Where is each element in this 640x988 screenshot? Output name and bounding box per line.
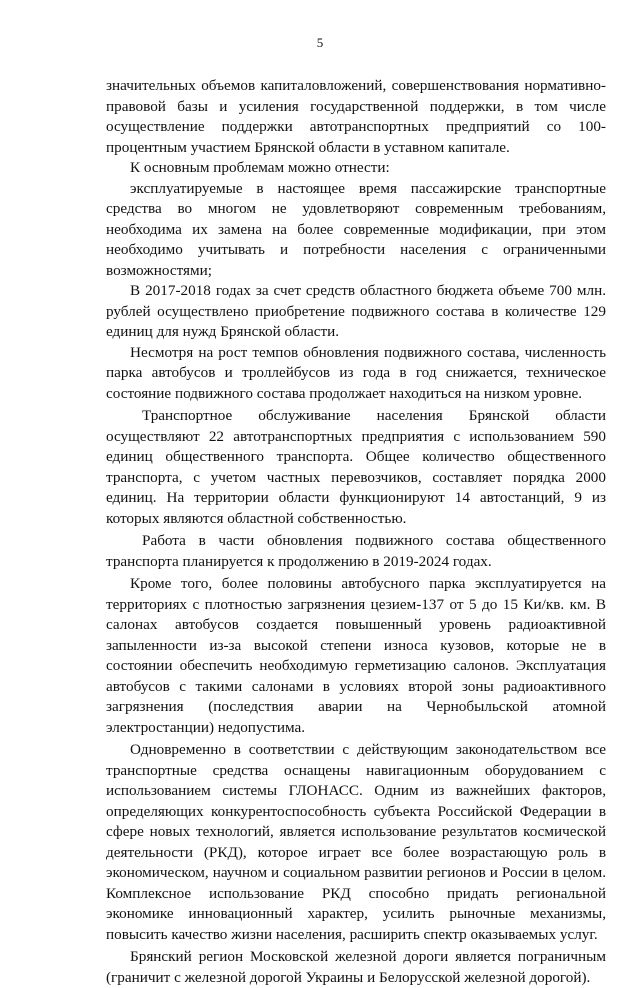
paragraph: Несмотря на рост темпов обновления подвижного состава, численность парка автобусов и троллейбусов из года в год снижается, техническое состояние подвижного состава продолжает находиться на низком уровне. xyxy=(106,343,606,402)
paragraph: К основным проблемам можно отнести: xyxy=(130,159,390,176)
paragraph: Кроме того, более половины автобусного парка эксплуатируется на территориях с плотностью загрязнения цезием-137 от 5 до 15 Ки/кв. км. В салонах автобусов создается повышенный уровень радиоактивной запыленности из-за высокой степени износа кузовов, которые не в состоянии обеспечить необходимую герметизацию салонов. Эксплуатация автобусов с такими салонами в условиях второй зоны радиоактивного загрязнения (последствия аварии на Чернобыльской атомной электростанции) недопустима. xyxy=(106,575,606,736)
paragraph: В 2017-2018 годах за счет средств областного бюджета объеме 700 млн. рублей осуществлено приобретение подвижного состава в количестве 129 единиц для нужд Брянской области. xyxy=(106,282,606,340)
document-body xyxy=(106,76,606,988)
paragraph: эксплуатируемые в настоящее время пассажирские транспортные средства во многом не удовлетворяют современным требованиям, необходима их замена на более современные модификации, при этом необходимо учитывать и потребности населения с ограниченными возможностями; xyxy=(106,179,606,279)
paragraph: значительных объемов капиталовложений, совершенствования нормативно-правовой базы и усиления государственной поддержки, в том числе осуществление поддержки автотранспортных предприятий со 100-процентным участием Брянской области в уставном капитале. xyxy=(106,77,606,156)
paragraph: Транспортное обслуживание населения Брянской области осуществляют 22 автотранспортных предприятия с использованием 590 единиц общественного транспорта. Общее количество общественного транспорта, с учетом частных перевозчиков, составляет порядка 2000 единиц. На территории области функционируют 14 автостанций, 9 из которых являются областной собственностью. xyxy=(106,407,606,527)
paragraph: Одновременно в соответствии с действующим законодательством все транспортные средства оснащены навигационным оборудованием с использованием системы ГЛОНАСС. Одним из важнейших факторов, определяющих конкурентоспособность субъекта Российской Федерации в сфере новых технологий, является использование результатов космической деятельности (РКД), которое играет все более возрастающую роль в экономическом, научном и социальном развитии регионов и России в целом. Комплексное использование РКД способно придать региональной экономике инновационный характер, усилить рыночные механизмы, повысить качество жизни населения, расширить спектр оказываемых услуг. xyxy=(106,741,606,943)
page-number: 5 xyxy=(316,35,324,50)
paragraph: Работа в части обновления подвижного состава общественного транспорта планируется к продолжению в 2019-2024 годах. xyxy=(106,532,606,570)
paragraph: Брянский регион Московской железной дороги является пограничным (граничит с железной дорогой Украины и Белорусской железной дорогой). xyxy=(106,948,606,986)
